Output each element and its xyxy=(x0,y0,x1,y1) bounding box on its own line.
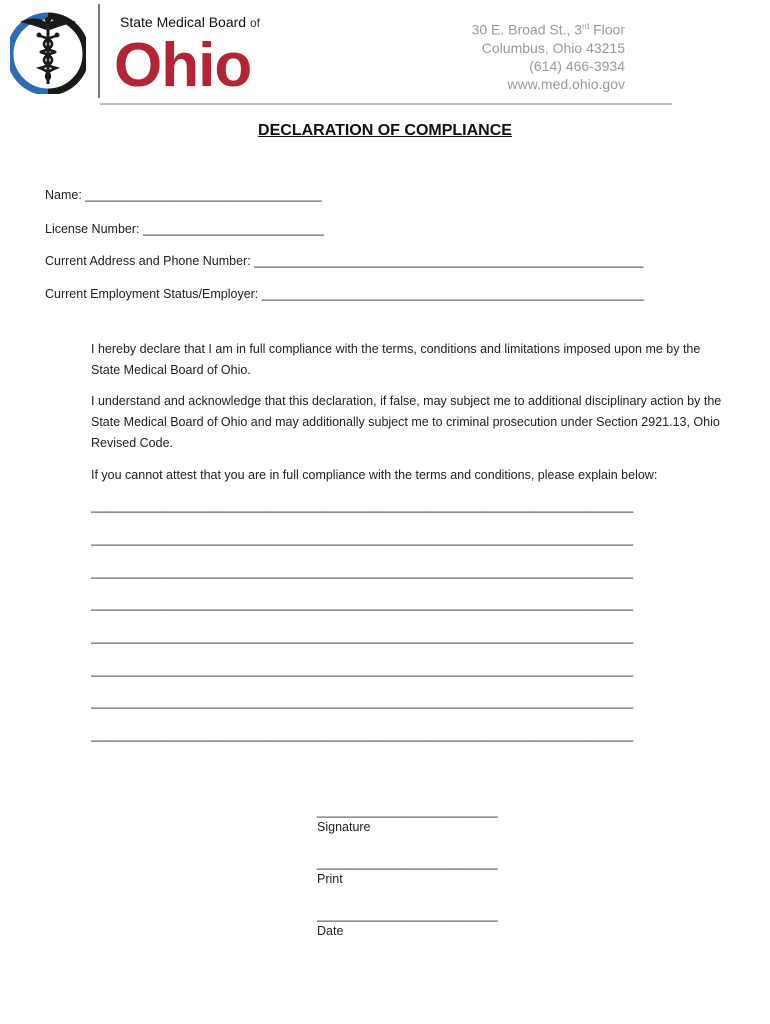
board-address xyxy=(472,18,625,93)
address-phone-field[interactable]: Current Address and Phone Number: ________________________________________________________ xyxy=(45,254,644,268)
license-number-field[interactable]: License Number: __________________________ xyxy=(45,222,324,236)
explanation-line[interactable]: ______________________________________________________________________________ xyxy=(91,695,634,709)
explanation-line[interactable]: ______________________________________________________________________________ xyxy=(91,597,634,611)
print-label: Print xyxy=(317,872,343,886)
explanation-line[interactable]: ______________________________________________________________________________ xyxy=(91,565,634,579)
address-street: 30 E. Broad St., 3rd Floor xyxy=(471,21,625,38)
address-website: www.med.ohio.gov xyxy=(507,75,625,92)
explanation-line[interactable]: ______________________________________________________________________________ xyxy=(91,499,634,513)
name-field[interactable]: Name: __________________________________ xyxy=(45,188,322,202)
print-line[interactable]: __________________________ xyxy=(317,856,498,870)
compliance-declaration-paragraph: I hereby declare that I am in full compliance with the terms, conditions and limitations imposed upon me by the State Medical Board of Ohio. xyxy=(91,342,701,377)
date-line[interactable]: __________________________ xyxy=(317,908,498,922)
explanation-instructions: If you cannot attest that you are in full compliance with the terms and conditions, please explain below: xyxy=(91,468,658,482)
explanation-line[interactable]: ______________________________________________________________________________ xyxy=(91,630,634,644)
signature-label: Signature xyxy=(317,820,371,834)
address-phone: (614) 466-3934 xyxy=(529,57,625,74)
board-name-text: State Medical Board xyxy=(120,14,247,30)
employment-field[interactable]: Current Employment Status/Employer: _______________________________________________________ xyxy=(45,287,645,301)
address-city: Columbus, Ohio 43215 xyxy=(481,39,625,56)
caduceus-icon xyxy=(10,10,86,94)
explanation-line[interactable]: ______________________________________________________________________________ xyxy=(91,532,634,546)
acknowledgement-paragraph: I understand and acknowledge that this declaration, if false, may subject me to additional disciplinary action by the State Medical Board of Ohio and may additionally subject me to criminal prosecution under Section 2921.13, Ohio Revised Code. xyxy=(91,394,722,450)
board-name-of: of xyxy=(249,16,260,30)
explanation-line[interactable]: ______________________________________________________________________________ xyxy=(91,663,634,677)
board-name xyxy=(120,14,260,30)
signature-line[interactable]: __________________________ xyxy=(317,804,498,818)
explanation-line[interactable]: ______________________________________________________________________________ xyxy=(91,728,634,742)
medical-board-seal-logo xyxy=(10,10,86,94)
document-title: DECLARATION OF COMPLIANCE xyxy=(258,122,512,139)
header-rule xyxy=(100,103,672,105)
header-divider xyxy=(98,4,100,98)
ohio-wordmark-text: Ohio xyxy=(114,31,252,90)
ohio-wordmark xyxy=(114,30,274,90)
date-label: Date xyxy=(317,924,344,938)
